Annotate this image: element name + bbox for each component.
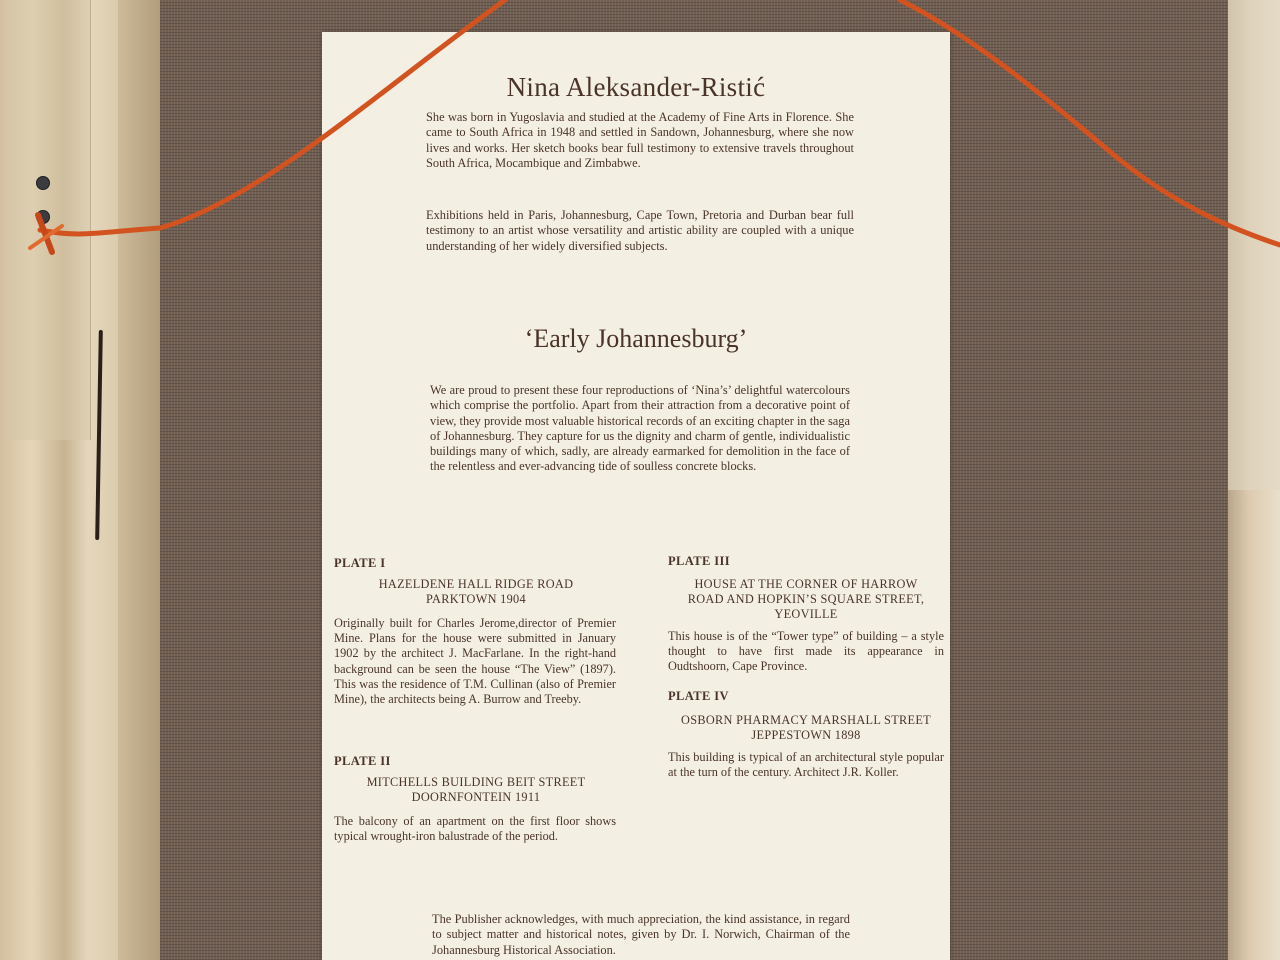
portfolio-title: ‘Early Johannesburg’ (524, 324, 748, 353)
plate-4-label: PLATE IV (668, 689, 729, 703)
plate-1-heading: HAZELDENE HALL RIDGE ROAD PARKTOWN 1904 (378, 577, 574, 606)
bio-paragraph-2: Exhibitions held in Paris, Johannesburg, Cape Town, Pretoria and Durban bear full testimony to an artist whose versatility and artistic ability are coupled with a unique understanding of her widely diversified subjects. (426, 208, 854, 253)
plate-4-heading: OSBORN PHARMACY MARSHALL STREET JEPPESTOWN 1898 (681, 713, 931, 742)
plate-2-heading: MITCHELLS BUILDING BEIT STREET DOORNFONTEIN 1911 (366, 775, 586, 804)
plate-1-label: PLATE I (334, 556, 386, 570)
plate-2-text: The balcony of an apartment on the first floor shows typical wrought-iron balustrade of the period. (334, 814, 616, 844)
plate-3-label: PLATE III (668, 554, 731, 568)
masking-tape-right (1228, 0, 1280, 490)
plate-2-label: PLATE II (334, 754, 391, 768)
plate-1-text: Originally built for Charles Jerome,director of Premier Mine. Plans for the house were submitted in January 1902 by the architect J. MacFarlane. In the right-hand background can be seen the house “The View” (1897). This was the residence of T.M. Cullinan (also of Premier Mine), the architects being A. Burrow and Treeby. (334, 616, 616, 707)
acknowledgement: The Publisher acknowledges, with much appreciation, the kind assistance, in regard to subject matter and historical notes, given by Dr. I. Norwich, Chairman of the Johannesburg Historical Association. (432, 912, 850, 957)
frame-left-rebate (118, 0, 160, 960)
screw-icon (36, 210, 50, 224)
intro-paragraph: We are proud to present these four reproductions of ‘Nina’s’ delightful watercolours which comprise the portfolio. Apart from their attraction from a decorative point of view, they provide most valuable historical records of an exciting chapter in the saga of Johannesburg. They capture for us the dignity and charm of gentle, individualistic buildings many of which, sadly, are already earmarked for demolition in the face of the relentless and ever-advancing tide of soulless concrete blocks. (430, 383, 850, 474)
eyelet-screws (36, 176, 52, 266)
artist-name: Nina Aleksander-Ristić (506, 72, 766, 102)
bio-paragraph-1: She was born in Yugoslavia and studied at the Academy of Fine Arts in Florence. She came to South Africa in 1948 and settled in Sandown, Johannesburg, where she now lives and works. Her sketch books bear full testimony to extensive travels throughout South Africa, Mocambique and Zimbabwe. (426, 110, 854, 170)
screw-icon (36, 176, 50, 190)
plate-4-text: This building is typical of an architectural style popular at the turn of the century. Architect J.R. Koller. (668, 750, 944, 780)
plate-3-text: This house is of the “Tower type” of building – a style thought to have first made its appearance in Oudtshoorn, Cape Province. (668, 629, 944, 674)
plate-3-heading: HOUSE AT THE CORNER OF HARROW ROAD AND HOPKIN’S SQUARE STREET, YEOVILLE (687, 577, 925, 621)
label-paper (322, 32, 950, 960)
